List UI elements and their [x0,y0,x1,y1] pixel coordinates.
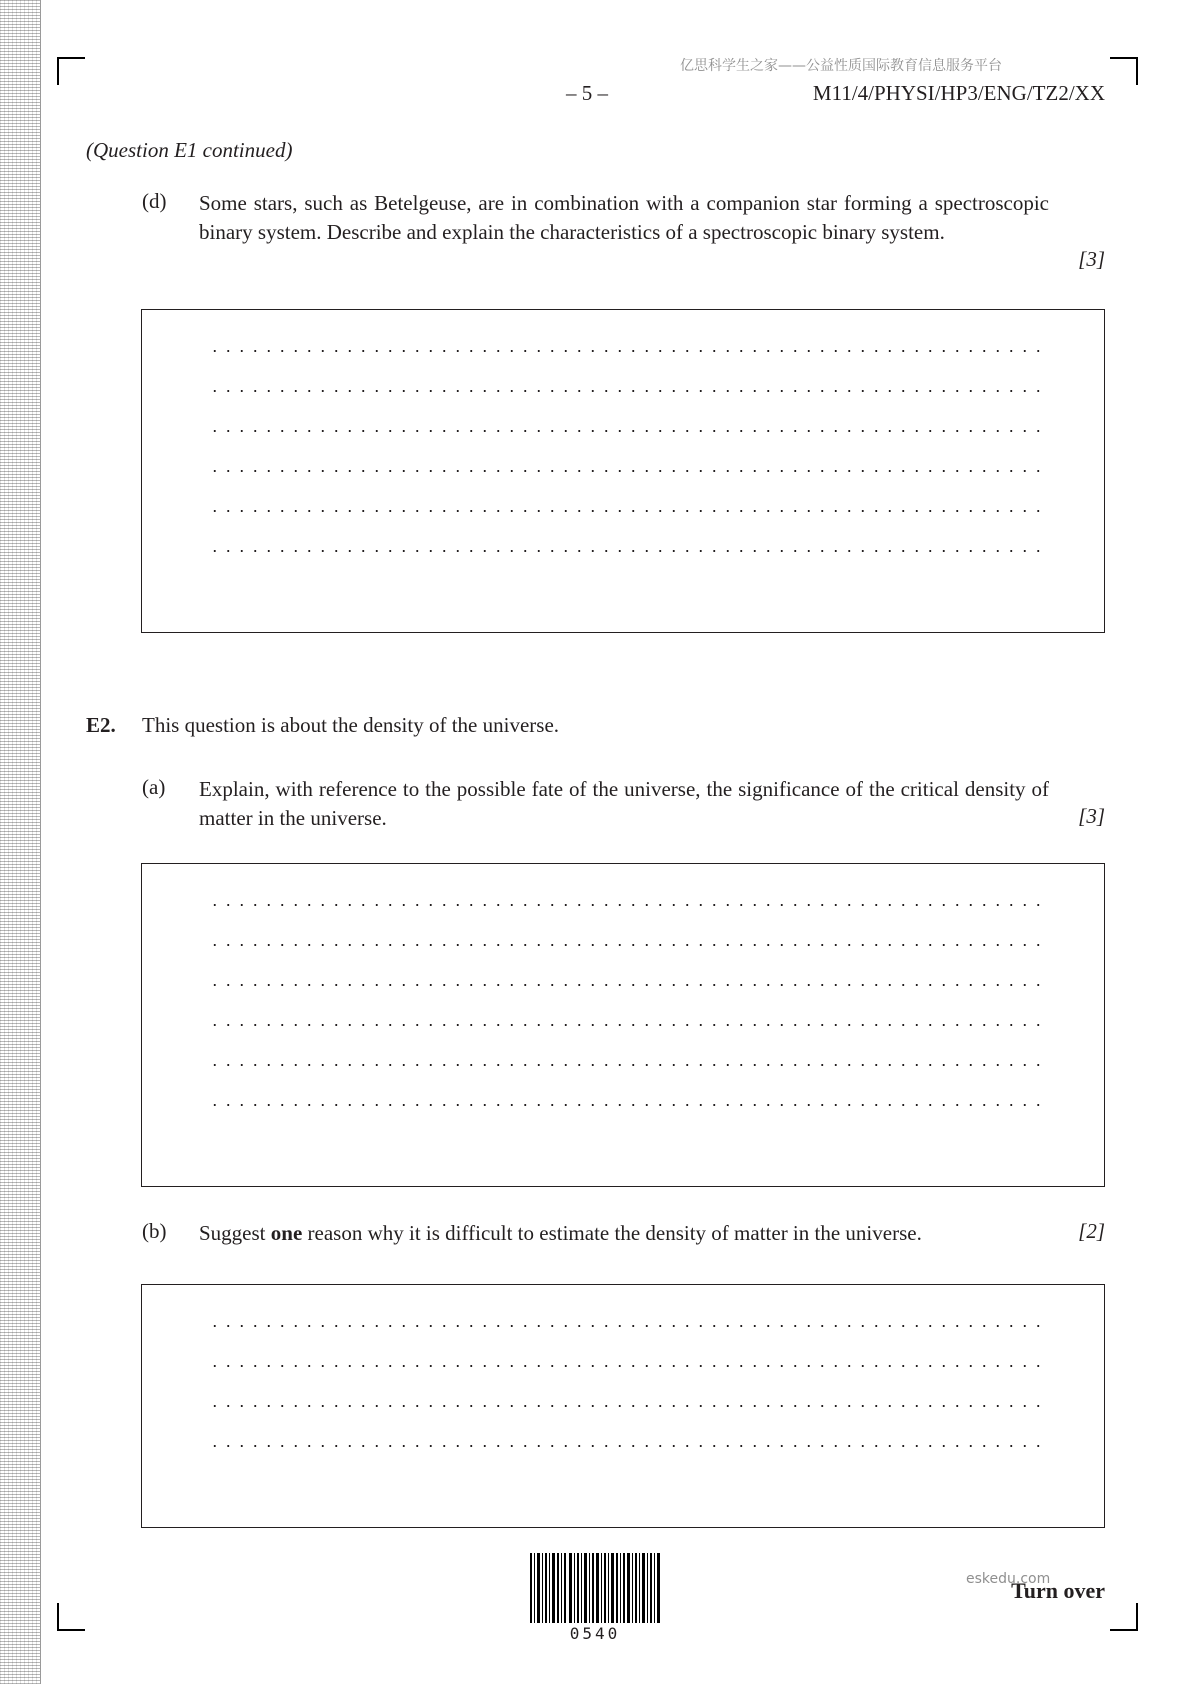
answer-box-e1d[interactable] [141,309,1105,633]
barcode [528,1553,662,1623]
question-e2-label: E2. [86,713,116,737]
crop-mark-top-left [57,57,85,85]
continued-label: (Question E1 continued) [86,138,293,162]
answer-line[interactable] [208,1104,1042,1106]
question-e2-intro: This question is about the density of the universe. [142,713,560,737]
question-e2b-text-end: reason why it is difficult to estimate the density of matter in the universe. [302,1221,922,1245]
crop-mark-bottom-left [57,1603,85,1631]
question-e2a-marks: [3] [1078,804,1105,828]
answer-line[interactable] [208,944,1042,946]
answer-line[interactable] [208,984,1042,986]
question-e2a-label: (a) [142,775,166,799]
answer-line[interactable] [208,1365,1042,1367]
question-e1d-label: (d) [142,189,167,213]
answer-box-e2b[interactable] [141,1284,1105,1528]
answer-line[interactable] [208,550,1042,552]
answer-line[interactable] [208,904,1042,906]
answer-line[interactable] [208,1445,1042,1447]
answer-line[interactable] [208,510,1042,512]
footer-watermark: eskedu.com [966,1571,1051,1587]
answer-line[interactable] [208,1024,1042,1026]
paper-code: M11/4/PHYSI/HP3/ENG/TZ2/XX [812,81,1105,105]
answer-line[interactable] [208,1064,1042,1066]
question-e2b-marks: [2] [1078,1219,1105,1243]
answer-line[interactable] [208,430,1042,432]
question-e2b-text-emphasis: one [270,1221,303,1245]
page-number: – 5 – [566,81,608,105]
binding-strip [0,0,41,1684]
question-e1d-marks: [3] [1078,247,1105,271]
crop-mark-bottom-right [1110,1603,1138,1631]
question-e2b-text-start: Suggest [199,1221,271,1245]
turn-over-label: Turn over [1011,1578,1105,1603]
crop-mark-top-right [1110,57,1138,85]
question-e1d-text: Some stars, such as Betelgeuse, are in combination with a companion star forming a spectroscopic binary system. Describe and explain the characteristics of a spectroscopic binary system. [199,191,1049,244]
answer-box-e2a[interactable] [141,863,1105,1187]
answer-line[interactable] [208,1405,1042,1407]
answer-line[interactable] [208,470,1042,472]
answer-line[interactable] [208,390,1042,392]
answer-line[interactable] [208,1325,1042,1327]
question-e2b-label: (b) [142,1219,167,1243]
barcode-number: 0540 [569,1624,621,1643]
question-e2b-text [199,1219,1029,1248]
question-e2a-text: Explain, with reference to the possible fate of the universe, the significance of the critical density of matter in the universe. [199,777,1049,830]
answer-line[interactable] [208,350,1042,352]
header-watermark: 亿思科学生之家——公益性质国际教育信息服务平台 [680,58,1002,74]
